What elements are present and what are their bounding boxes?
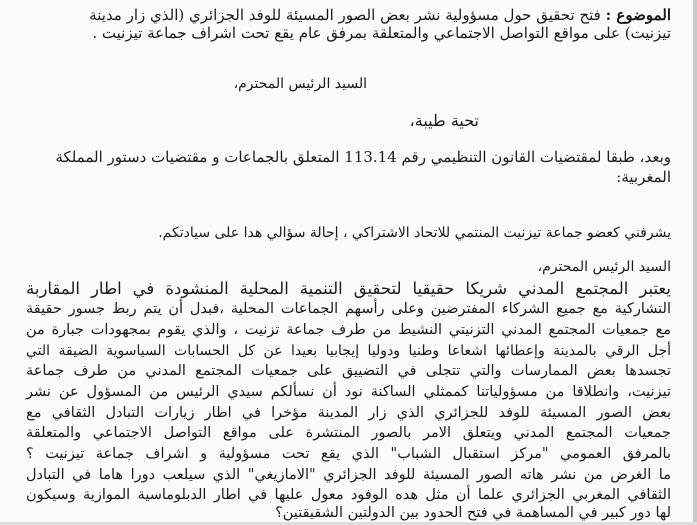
salutation-2: السيد الرئيس المحترم، bbox=[537, 259, 671, 275]
intro-line-1: وبعد، طبقا لمقتضيات القانون التنظيمي رقم 113.14 المتعلق بالجماعات و مقتضيات دستور المملكة bbox=[55, 148, 671, 166]
body-line: تيزنيت، وانطلاقا من مسؤولياتنا كممثلي الساكنة نود أن نسألكم سيدي الرئيس من المسؤول عن نشر bbox=[26, 384, 671, 400]
body-line: تجسدها بعض الممارسات والتي تتجلى في التضييق على جمعيات المجتمع المدني من طرف جماعة bbox=[26, 363, 671, 379]
body-line: التشاركية مع جميع الشركاء المفترضين وعلى رأسهم الجماعات المحلية ،فبدل أن يتم ربط جسور حقيقة bbox=[26, 301, 671, 317]
subject-line-2: تيزنيت) على مواقع التواصل الاجتماعي والمتعلقة بمرفق عام يقع تحت اشراف جماعة تيزنيت . bbox=[92, 24, 671, 42]
subject-line-1 bbox=[89, 8, 671, 23]
scan-edge-shadow bbox=[693, 0, 697, 525]
greeting: تحية طيبة، bbox=[409, 111, 479, 130]
intro-line-2: المغربية: bbox=[616, 168, 671, 186]
body-line: الثقافي المغربي الجزائري علما أن مثل هده الوفود معول عليها في اطار الدبلوماسية الموازية وسيكون bbox=[26, 487, 671, 503]
subject-label: الموضوع : bbox=[605, 6, 671, 24]
body-line: ما الغرض من نشر هاته الصور المسيئة للوفد الجزائري "الامازيغي" الذي سيلعب دورا هاما في التبادل bbox=[26, 467, 671, 483]
body-line: جمعيات المجتمع المدني ويتعلق الامر بالصور المنتشرة على مواقع التواصل الاجتماعي والمتعلقة bbox=[26, 425, 671, 441]
body-line: لها دور كبير في المساهمة في فتح الحدود بين الدولتين الشقيقتين؟ bbox=[275, 505, 671, 521]
body-line: أجل الرقي بالمدينة وإعطائها اشعاعا وطنيا ودوليا إيجابيا بعيدا عن كل الحسابات السياسوية الضيقة التي bbox=[26, 343, 671, 359]
subject-text-1: فتح تحقيق حول مسؤولية نشر بعض الصور المسيئة للوفد الجزائري (الذي زار مدينة bbox=[89, 6, 601, 24]
body-line: مع جمعيات المجتمع المدني التزنيتي النشيط من طرف جماعة تزنيت ، والذي يقوم بمجهودات جبارة من bbox=[26, 322, 671, 338]
salutation-1: السيد الرئيس المحترم، bbox=[233, 76, 367, 92]
honor-line: يشرفني كعضو جماعة تيزنيت المنتمي للاتحاد الاشتراكي ، إحالة سؤالي هدا على سيادتكم. bbox=[158, 225, 671, 241]
body-line: بالمرفق العمومي "مركز استقبال الشباب" الذي يقع تحت مسؤولية و اشراف جماعة تيزنيت ؟ bbox=[26, 446, 671, 462]
body-line: يعتبر المجتمع المدني شريكا حقيقيا لتحقيق التنمية المحلية المنشودة في اطار المقاربة bbox=[26, 279, 671, 298]
body-line: بعض الصور المسيئة للوفد للجزائري الذي زار المدينة مؤخرا في اطار زيارات التبادل الثقافي مع bbox=[26, 405, 671, 421]
